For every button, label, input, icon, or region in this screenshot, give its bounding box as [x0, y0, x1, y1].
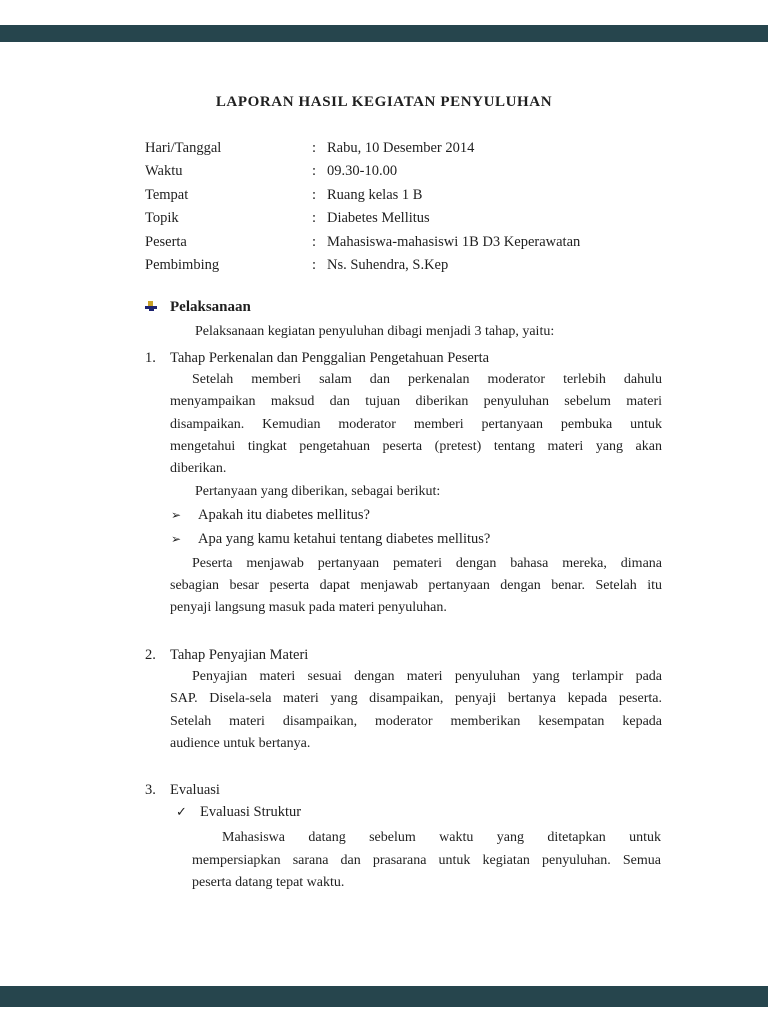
list-item-1-heading — [145, 347, 768, 369]
list-item-2-heading — [145, 644, 768, 666]
meta-label: Waktu — [145, 163, 183, 180]
list-item-title: Tahap Perkenalan dan Penggalian Pengetahuan Peserta — [170, 349, 490, 366]
section-heading-label: Pelaksanaan — [170, 299, 251, 316]
meta-row — [145, 184, 768, 207]
document-title: LAPORAN HASIL KEGIATAN PENYULUHAN — [215, 94, 553, 110]
paragraph-line: audience untuk bertanya. — [170, 735, 311, 751]
meta-value: Diabetes Mellitus — [327, 210, 430, 227]
list-item-number: 1. — [145, 349, 156, 366]
arrow-bullet-icon: ➢ — [171, 507, 182, 522]
list-item-number: 3. — [145, 782, 156, 799]
paragraph-line: Setelah memberi salam dan perkenalan moderator terlebih dahulu — [192, 372, 662, 388]
section-intro: Pelaksanaan kegiatan penyuluhan dibagi menjadi 3 tahap, yaitu: — [195, 324, 555, 340]
paragraph-line: Mahasiswa datang sebelum waktu yang ditetapkan untuk — [222, 830, 661, 846]
paragraph-line: Peserta menjawab pertanyaan pemateri dengan bahasa mereka, dimana — [192, 555, 662, 571]
meta-row — [145, 231, 768, 254]
meta-row — [145, 207, 768, 230]
paragraph — [170, 666, 662, 755]
meta-label: Peserta — [145, 233, 187, 250]
meta-colon: : — [312, 257, 317, 274]
meta-value: Rabu, 10 Desember 2014 — [327, 140, 475, 156]
check-list-item — [176, 801, 768, 824]
meta-label: Tempat — [145, 186, 189, 203]
meta-label: Pembimbing — [145, 257, 220, 274]
meta-value: 09.30-10.00 — [327, 163, 398, 180]
paragraph — [170, 369, 662, 480]
paragraph-line: diberikan. — [170, 461, 227, 477]
question-bullet — [171, 527, 768, 551]
paragraph-line: Penyajian materi sesuai dengan materi penyuluhan yang terlampir pada — [192, 669, 662, 684]
list-item-number: 2. — [145, 646, 156, 663]
viewer-bottom-bar — [0, 986, 768, 1007]
meta-colon: : — [312, 210, 317, 227]
paragraph-line: SAP. Disela-sela materi yang disampaikan, penyaji bertanya kepada peserta. — [170, 691, 662, 707]
meta-colon: : — [312, 140, 317, 156]
paragraph — [192, 827, 661, 894]
meta-colon: : — [312, 233, 317, 250]
paragraph — [170, 553, 662, 620]
question-text: Apa yang kamu ketahui tentang diabetes mellitus? — [198, 530, 491, 547]
meta-colon: : — [312, 163, 317, 180]
question-bullet — [171, 503, 768, 527]
meta-colon: : — [312, 186, 317, 203]
meta-label: Hari/Tanggal — [145, 140, 222, 156]
paragraph-line: menyampaikan maksud dan tujuan diberikan penyuluhan sebelum materi — [170, 394, 662, 410]
meta-label: Topik — [145, 210, 179, 227]
check-item-label: Evaluasi Struktur — [200, 804, 302, 821]
paragraph-line: sebagian besar peserta dapat menjawab pertanyaan dengan benar. Setelah itu — [170, 578, 662, 594]
question-text: Apakah itu diabetes mellitus? — [198, 506, 370, 523]
paragraph-line: disampaikan. Kemudian moderator memberi pertanyaan pembuka untuk — [170, 416, 662, 432]
clipart-bullet-icon — [145, 301, 158, 313]
paragraph-line: mempersiapkan sarana dan prasarana untuk kegiatan penyuluhan. Semua — [192, 852, 661, 868]
meta-table — [145, 137, 768, 277]
paragraph-line: penyaji langsung masuk pada materi penyuluhan. — [170, 600, 447, 616]
meta-value: Mahasiswa-mahasiswi 1B D3 Keperawatan — [327, 233, 581, 250]
meta-row — [145, 160, 768, 183]
list-item-title: Tahap Penyajian Materi — [170, 646, 309, 663]
meta-row — [145, 254, 768, 277]
paragraph-line: peserta datang tepat waktu. — [192, 875, 345, 891]
meta-value: Ns. Suhendra, S.Kep — [327, 257, 449, 274]
meta-value: Ruang kelas 1 B — [327, 186, 423, 203]
checkmark-icon: ✓ — [176, 805, 187, 821]
list-item-title: Evaluasi — [170, 782, 220, 799]
paragraph-line: mengetahui tingkat pengetahuan peserta (pretest) tentang materi yang akan — [170, 438, 662, 454]
section-heading-pelaksanaan — [145, 297, 768, 317]
meta-row — [145, 137, 768, 160]
arrow-bullet-icon: ➢ — [171, 531, 182, 546]
list-item-3-heading — [145, 779, 768, 801]
paragraph-line: Setelah materi disampaikan, moderator memberikan kesempatan kepada — [170, 713, 662, 729]
question-intro: Pertanyaan yang diberikan, sebagai berikut: — [195, 483, 441, 499]
